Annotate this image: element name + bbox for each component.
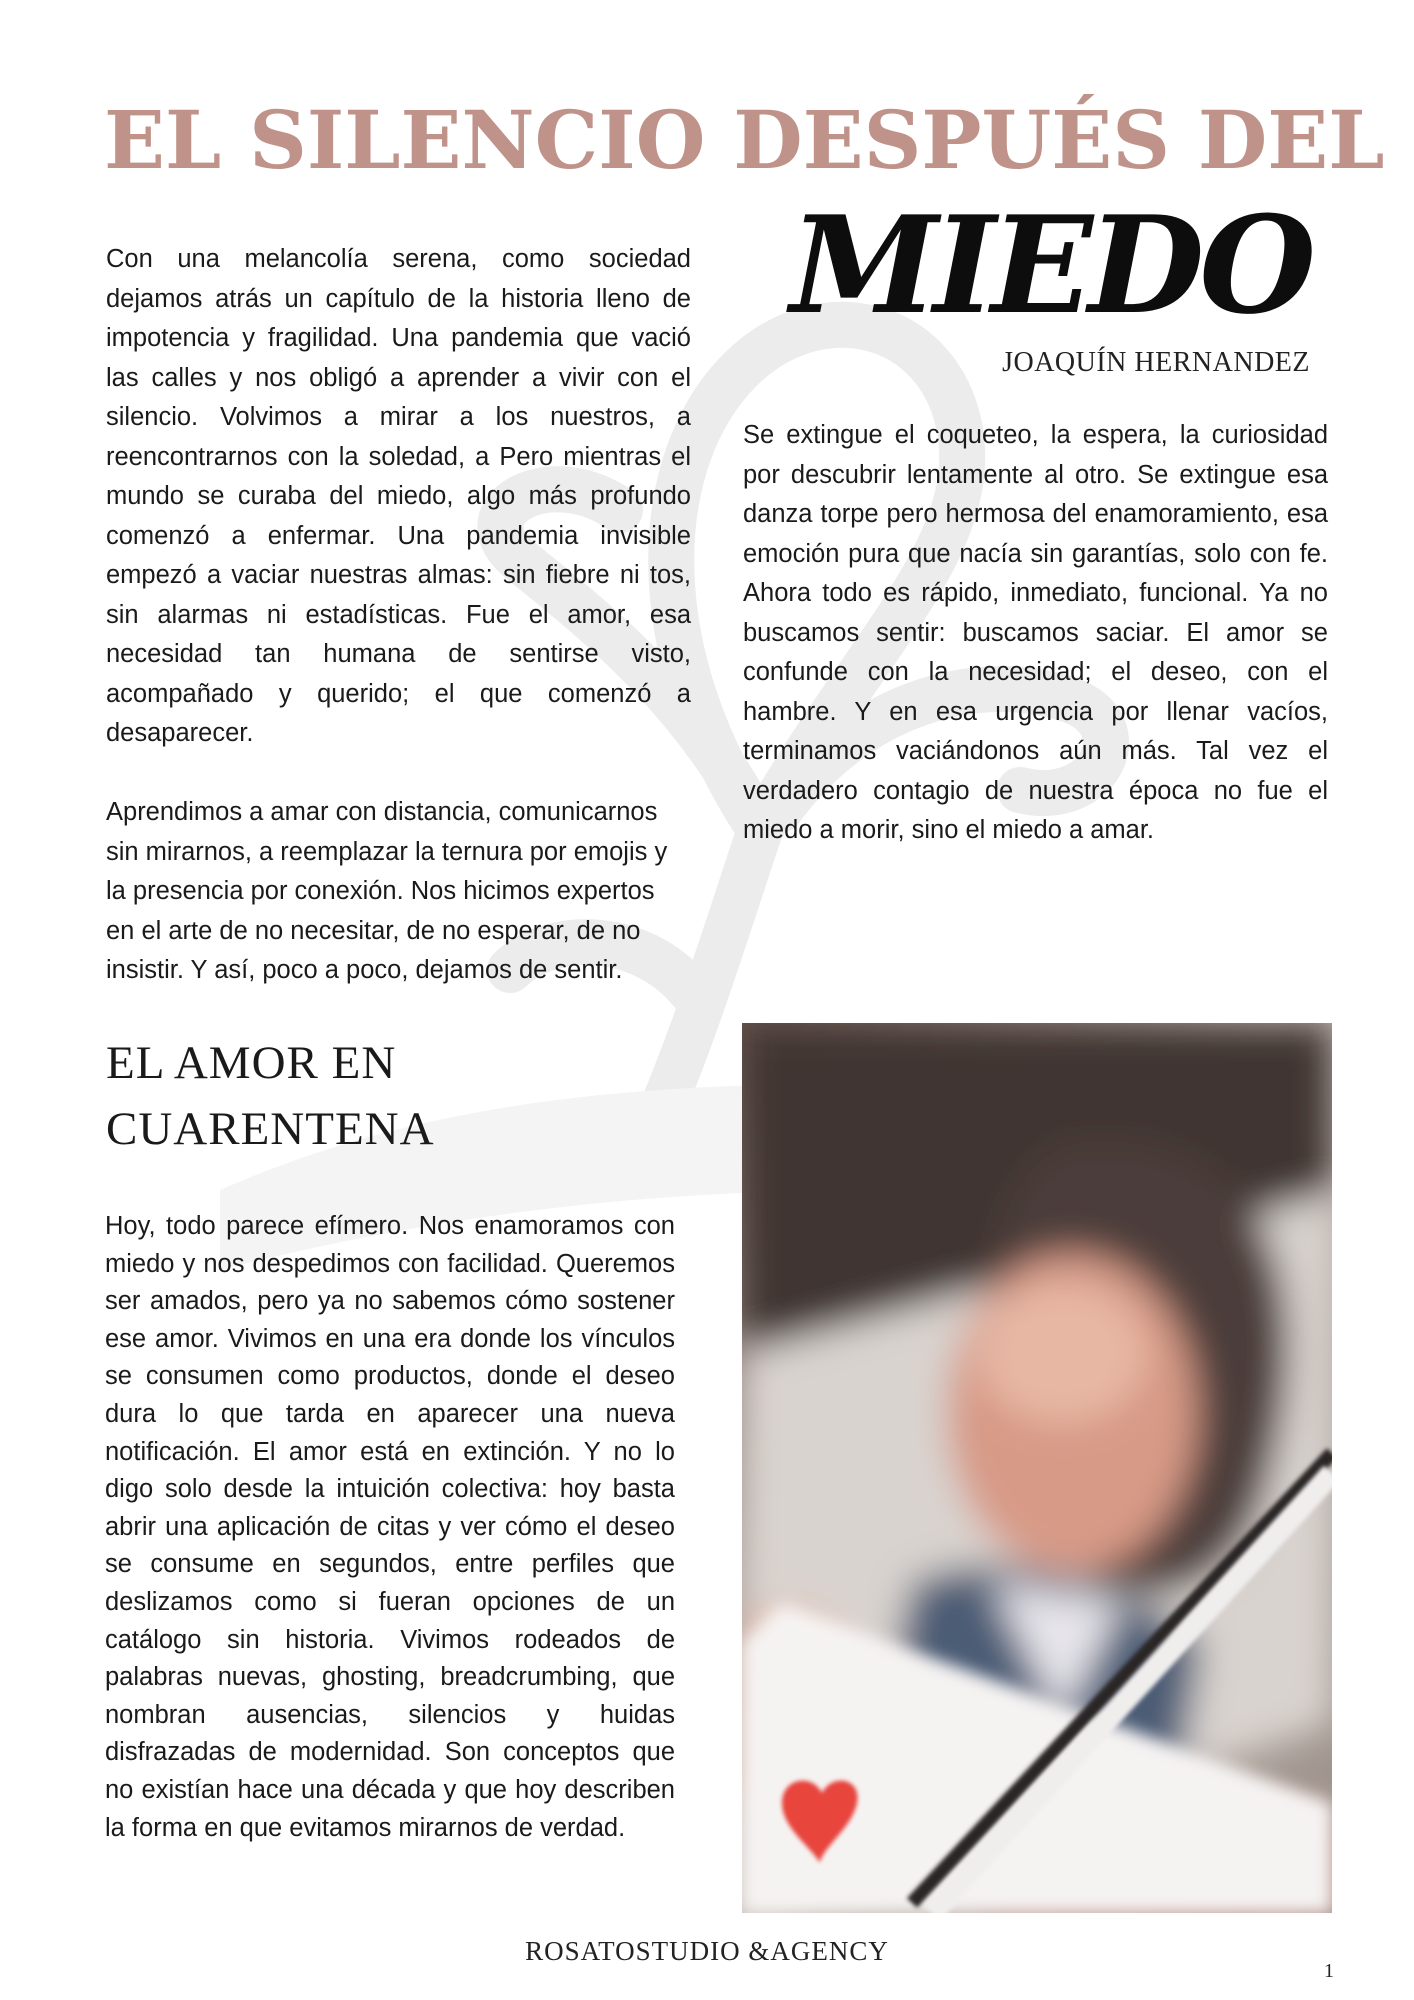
- article-paragraph: Se extingue el coqueteo, la espera, la curiosidad por descubrir lentamente al otro. Se extingue esa danza torpe pero hermosa del enamoramiento, esa emoción pura que nacía sin garantías, solo con fe. Ahora todo es rápido, inmediato, funcional. Ya no buscamos sentir: buscamos saciar. El amor se confunde con la necesidad; el deseo, con el hambre. Y en esa urgencia por llenar vacíos, terminamos vaciándonos aún más. Tal vez el verdadero contagio de nuestra época no fue el miedo a morir, sino el miedo a amar.: [743, 421, 1328, 844]
- author-byline: JOAQUÍN HERNANDEZ: [1002, 347, 1310, 378]
- article-paragraph: Aprendimos a amar con distancia, comunicarnos sin mirarnos, a reemplazar la ternura por emojis y la presencia por conexión. Nos hicimos expertos en el arte de no necesitar, de no esperar, de no insistir. Y así, poco a poco, dejamos de sentir.: [106, 798, 668, 984]
- section-paragraph: Hoy, todo parece efímero. Nos enamoramos con miedo y nos despedimos con facilidad. Queremos ser amados, pero ya no sabemos cómo sostener ese amor. Vivimos en una era donde los vínculos se consumen como productos, donde el deseo dura lo que tarda en aparecer una nueva notificación. El amor está en extinción. Y no lo digo solo desde la intuición colectiva: hoy basta abrir una aplicación de citas y ver cómo el deseo se consume en segundos, entre perfiles que deslizamos como si fueran opciones de un catálogo sin historia. Vivimos rodeados de palabras nuevas, ghosting, breadcrumbing, que nombran ausencias, silencios y huidas disfrazadas de modernidad. Son conceptos que no existían hace una década y que hoy describen la forma en que evitamos mirarnos de verdad.: [105, 1212, 675, 1842]
- article-title-line-1: EL SILENCIO DESPUÉS DEL: [104, 93, 1385, 187]
- page-number: 1: [1324, 1960, 1334, 1982]
- footer-brand: ROSATOSTUDIO &AGENCY: [525, 1936, 889, 1966]
- section-heading: EL AMOR EN CUARENTENA: [106, 1037, 435, 1155]
- article-paragraph: Con una melancolía serena, como sociedad dejamos atrás un capítulo de la historia lleno de impotencia y fragilidad. Una pandemia que vació las calles y nos obligó a aprender a vivir con el silencio. Volvimos a mirar a los nuestros, a reencontrarnos con la soledad, a Pero mientras el mundo se curaba del miedo, algo más profundo comenzó a enfermar. Una pandemia invisible empezó a vaciar nuestras almas: sin fiebre ni tos, sin alarmas ni estadísticas. Fue el amor, esa necesidad tan humana de sentirse visto, acompañado y querido; el que comenzó a desaparecer.: [106, 245, 691, 747]
- dating-app-phone-illustration: [742, 1023, 1332, 1913]
- article-title-line-2: MIEDO: [790, 186, 1312, 344]
- dating-app-phone-photo: [742, 1023, 1332, 1913]
